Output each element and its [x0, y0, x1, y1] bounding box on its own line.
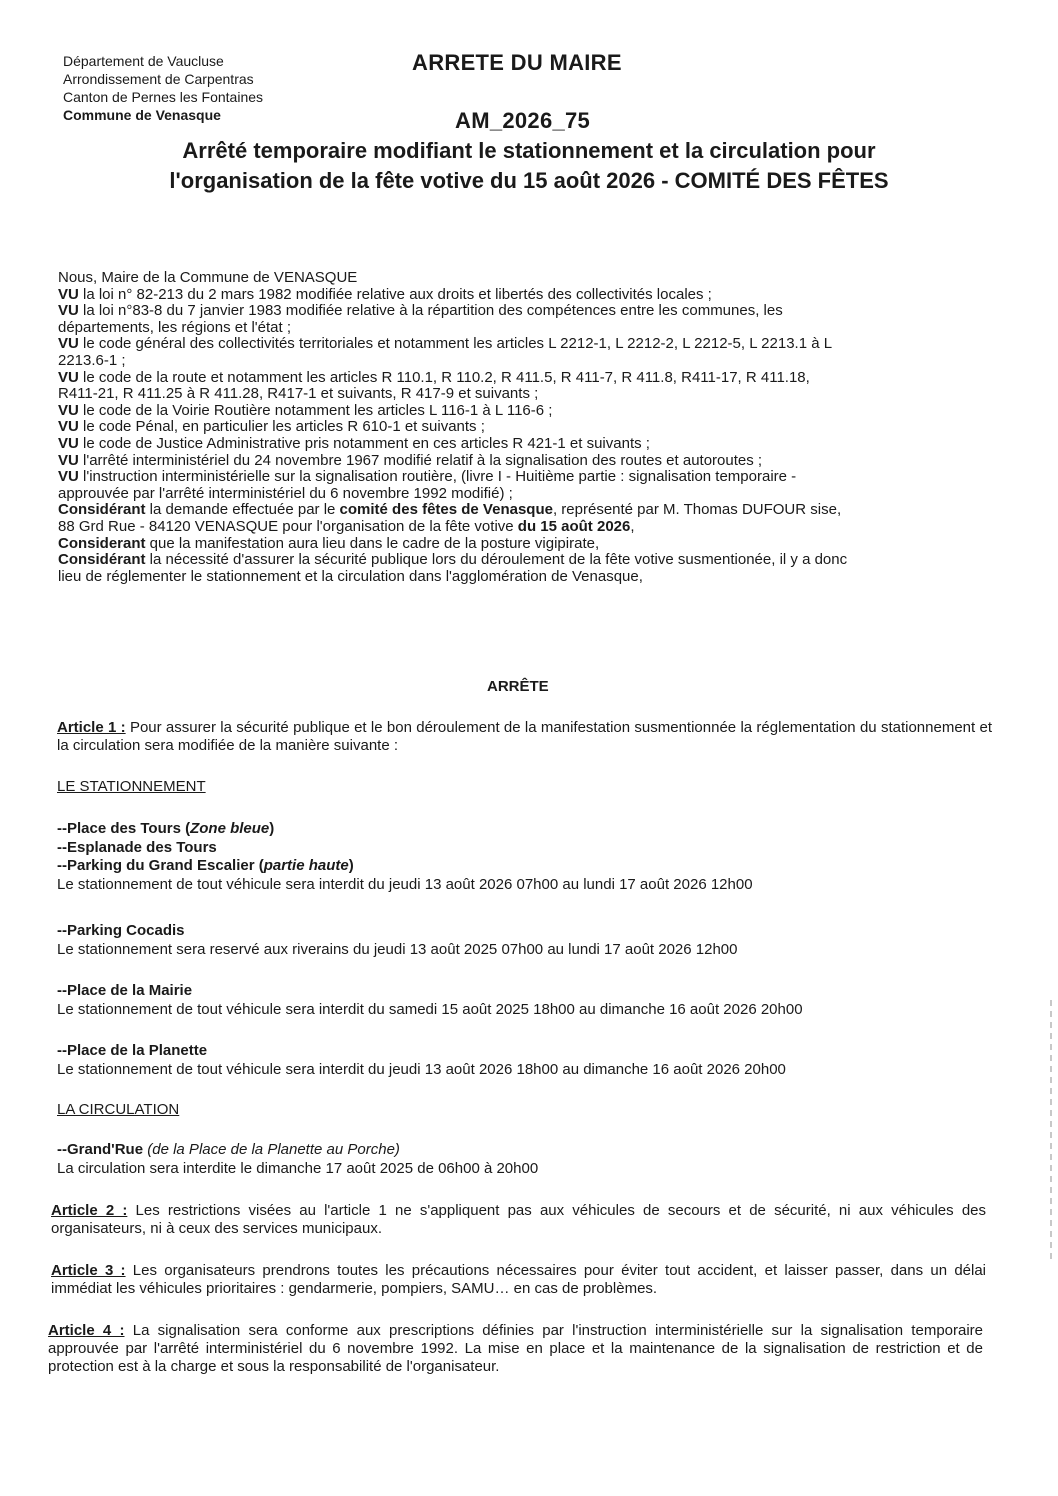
article-text: La signalisation sera conforme aux prescriptions définies par l'instruction interministérielle sur la signalisation temporaire approuvée par l'arrêté interministériel du 6 novembre 1992. La mise en place et la maintenance de la signalisation de restriction et de protection est à la charge et sous la responsabilité de l'organisateur. [48, 1322, 984, 1375]
vu-label: VU [58, 302, 79, 320]
article-label: Article 1 : [57, 719, 126, 736]
commune-line: Commune de Venasque [63, 107, 221, 123]
vu-text-cont: R411-21, R 411.25 à R 411.28, R417-1 et suivants, R 417-9 et suivants ; [58, 385, 539, 403]
location-name: --Parking du Grand Escalier ( [57, 857, 264, 874]
decree-subject [60, 136, 998, 196]
vu-clause [58, 403, 993, 420]
vu-label: VU [58, 468, 79, 486]
vu-text: la loi n°83-8 du 7 janvier 1983 modifiée relative à la répartition des compétences entre les communes, les [78, 302, 783, 320]
article-label: Article 2 : [51, 1202, 128, 1219]
vu-label: VU [58, 418, 79, 436]
location-rule: Le stationnement de tout véhicule sera interdit du samedi 15 août 2025 18h00 au dimanche 16 août 2026 20h00 [57, 1000, 803, 1018]
article-text: Les organisateurs prendrons toutes les précautions nécessaires pour éviter tout accident, et laisser passer, dans un délai immédiat les véhicules prioritaires : gendarmerie, pompiers, SAMU… en cas de problèmes. [51, 1262, 987, 1297]
circulation-group-1 [57, 1141, 538, 1178]
vu-clause [58, 287, 993, 304]
location-title [57, 820, 753, 839]
considerant-text-cont: lieu de réglementer le stationnement et la circulation dans l'agglomération de Venasque, [58, 567, 643, 585]
considerant-text: , représenté par M. Thomas DUFOUR sise, [552, 501, 842, 519]
article-label: Article 3 : [51, 1262, 126, 1279]
stationnement-group-3 [57, 982, 803, 1019]
considerant-clause [58, 536, 993, 553]
location-name: --Place des Tours ( [57, 820, 191, 837]
considerant-text: , [630, 517, 635, 535]
article-2 [51, 1202, 986, 1238]
vu-clause [58, 419, 993, 436]
vu-clause [58, 303, 993, 320]
article-text: Pour assurer la sécurité publique et le bon déroulement de la manifestation susmentionnée la réglementation du stationnement et la circulation sera modifiée de la manière suivante : [57, 719, 992, 754]
preamble-intro: Nous, Maire de la Commune de VENASQUE [58, 269, 358, 286]
section-title-circulation: LA CIRCULATION [57, 1101, 180, 1118]
arrondissement-line: Arrondissement de Carpentras [63, 71, 254, 87]
considerant-clause [58, 502, 993, 519]
article-label: Article 4 : [48, 1322, 125, 1339]
arrete-heading: ARRÊTE [487, 678, 549, 695]
preamble [58, 270, 993, 585]
vu-text-cont: départements, les régions et l'état ; [58, 318, 291, 336]
vu-clause [58, 436, 993, 453]
article-1 [57, 719, 992, 755]
event-date: du 15 août 2026 [517, 517, 631, 535]
location-title [57, 857, 753, 876]
organizer-name: comité des fêtes de Venasque [339, 501, 553, 519]
location-rule: La circulation sera interdite le dimanche 17 août 2025 de 06h00 à 20h00 [57, 1159, 539, 1177]
stationnement-group-4 [57, 1042, 786, 1079]
location-qualifier: (de la Place de la Planette au Porche) [143, 1141, 400, 1158]
location-paren: ) [269, 820, 275, 837]
location-name: --Grand'Rue [57, 1141, 144, 1158]
location-title: --Place de la Mairie [57, 982, 193, 999]
vu-clause [58, 336, 993, 353]
vu-text-cont: 2213.6-1 ; [58, 351, 126, 369]
scan-edge-mark [1050, 1000, 1052, 1260]
subject-line-1: Arrêté temporaire modifiant le stationnement et la circulation pour [182, 138, 876, 163]
location-title [57, 1141, 538, 1160]
vu-text: le code Pénal, en particulier les articles R 610-1 et suivants ; [78, 418, 485, 436]
considerant-label: Considerant [58, 534, 146, 552]
vu-text-cont: approuvée par l'arrêté interministériel du 6 novembre 1992 modifié) ; [58, 484, 513, 502]
vu-label: VU [58, 368, 79, 386]
location-rule: Le stationnement sera reservé aux riverains du jeudi 13 août 2025 07h00 au lundi 17 août 2026 12h00 [57, 940, 738, 958]
canton-line: Canton de Pernes les Fontaines [63, 89, 264, 105]
vu-label: VU [58, 451, 79, 469]
considerant-text: 88 Grd Rue - 84120 VENASQUE pour l'organisation de la fête votive [58, 517, 518, 535]
vu-text: l'instruction interministérielle sur la signalisation routière, (livre I - Huitième partie : signalisation temporaire - [78, 468, 797, 486]
considerant-text-cont [58, 519, 993, 536]
document-title: ARRETE DU MAIRE [412, 50, 622, 75]
subject-line-2: l'organisation de la fête votive du 15 août 2026 - COMITÉ DES FÊTES [169, 168, 889, 193]
department-line: Département de Vaucluse [63, 53, 224, 69]
vu-text: le code de Justice Administrative pris notamment en ces articles R 421-1 et suivants ; [78, 434, 650, 452]
decree-number: AM_2026_75 [455, 108, 591, 133]
location-qualifier: partie haute [263, 857, 349, 874]
vu-text: le code de la route et notamment les articles R 110.1, R 110.2, R 411.5, R 411-7, R 411.8, R411-17, R 411.18, [78, 368, 810, 386]
vu-clause [58, 469, 993, 486]
location-paren: ) [348, 857, 354, 874]
considerant-label: Considérant [58, 501, 146, 519]
vu-label: VU [58, 434, 79, 452]
vu-label: VU [58, 285, 79, 303]
vu-text: le code général des collectivités territoriales et notamment les articles L 2212-1, L 2212-2, L 2212-5, L 2213.1 à L [78, 335, 833, 353]
stationnement-group-1 [57, 820, 753, 894]
location-title: --Esplanade des Tours [57, 838, 217, 856]
vu-text: le code de la Voirie Routière notamment les articles L 116-1 à L 116-6 ; [78, 401, 553, 419]
location-title: --Place de la Planette [57, 1042, 208, 1059]
vu-text: la loi n° 82-213 du 2 mars 1982 modifiée relative aux droits et libertés des collectivités locales ; [78, 285, 712, 303]
location-title: --Parking Cocadis [57, 922, 185, 939]
administrative-header [63, 52, 263, 124]
vu-label: VU [58, 335, 79, 353]
vu-text: l'arrêté interministériel du 24 novembre 1967 modifié relatif à la signalisation des routes et autoroutes ; [78, 451, 763, 469]
considerant-clause [58, 552, 993, 569]
location-qualifier: Zone bleue [190, 820, 270, 837]
vu-clause [58, 370, 993, 387]
article-text: Les restrictions visées au l'article 1 ne s'appliquent pas aux véhicules de secours et de sécurité, ni aux véhicules des organisateurs, ni à ceux des services municipaux. [51, 1202, 986, 1237]
location-rule: Le stationnement de tout véhicule sera interdit du jeudi 13 août 2026 07h00 au lundi 17 août 2026 12h00 [57, 875, 753, 893]
article-3 [51, 1262, 986, 1298]
stationnement-group-2 [57, 922, 738, 959]
considerant-text: la demande effectuée par le [145, 501, 340, 519]
section-title-stationnement: LE STATIONNEMENT [57, 778, 206, 795]
considerant-text: que la manifestation aura lieu dans le cadre de la posture vigipirate, [145, 534, 600, 552]
vu-clause [58, 453, 993, 470]
considerant-label: Considérant [58, 551, 146, 569]
vu-label: VU [58, 401, 79, 419]
article-4 [48, 1322, 983, 1376]
location-rule: Le stationnement de tout véhicule sera interdit du jeudi 13 août 2026 18h00 au dimanche 16 août 2026 20h00 [57, 1060, 786, 1078]
considerant-text: la nécessité d'assurer la sécurité publique lors du déroulement de la fête votive susmentionée, il y a donc [145, 551, 848, 569]
